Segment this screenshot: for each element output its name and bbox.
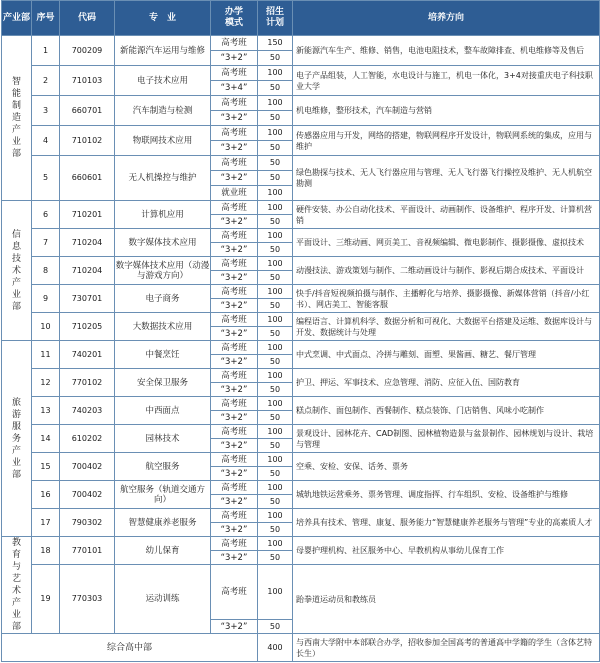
row-direction: 硬件安装、办公自动化技术、平面设计、动画制作、设备维护、程序开发、计算机营销 <box>293 201 600 229</box>
row-mode: 高考班 <box>211 425 258 439</box>
row-major: 数字媒体技术应用 <box>115 229 211 257</box>
row-direction: 动漫技法、游戏策划与制作、二维动画设计与制作、影视后期合成技术、平面设计 <box>293 257 600 285</box>
table-row <box>2 425 600 439</box>
row-major: 运动训练 <box>115 565 211 634</box>
row-plan: 100 <box>258 313 293 327</box>
category-cell <box>2 36 32 201</box>
row-mode: “3+2” <box>211 495 258 509</box>
row-no: 6 <box>32 201 60 229</box>
table-row <box>2 126 600 141</box>
row-mode: “3+2” <box>211 551 258 565</box>
row-direction: 新能源汽车生产、维修、销售，电池电阻技术，整车故障排查、机电维修等及售后 <box>293 36 600 66</box>
table-row <box>2 453 600 467</box>
row-plan: 50 <box>258 467 293 481</box>
row-direction: 护卫、押运、军事技术、应急管理、消防、应征入伍、国防教育 <box>293 369 600 397</box>
row-code: 710204 <box>60 257 115 285</box>
row-mode: 高考班 <box>211 509 258 523</box>
row-plan: 100 <box>258 66 293 81</box>
row-direction: 快手/抖音短视频拍摄与制作、主播孵化与培养、摄影摄像、新媒体营销（抖音/小红书）、网店美工、智能客服 <box>293 285 600 313</box>
row-no: 9 <box>32 285 60 313</box>
row-mode: 高考班 <box>211 96 258 111</box>
header-row <box>2 1 600 36</box>
row-mode: 高考班 <box>211 257 258 271</box>
header-direction: 培养方向 <box>293 1 600 36</box>
row-code: 710201 <box>60 201 115 229</box>
row-direction: 编程语言、计算机科学、数据分析和可视化、大数据平台搭建及运维、数据库设计与开发、数据统计与处理 <box>293 313 600 341</box>
row-code: 740203 <box>60 397 115 425</box>
row-no: 13 <box>32 397 60 425</box>
row-plan: 50 <box>258 271 293 285</box>
row-mode: 高考班 <box>211 36 258 51</box>
row-plan: 100 <box>258 481 293 495</box>
table-row <box>2 66 600 81</box>
row-no: 2 <box>32 66 60 96</box>
row-plan: 100 <box>258 537 293 551</box>
row-mode: 高考班 <box>211 341 258 355</box>
row-plan: 150 <box>258 36 293 51</box>
footer-direction: 与西南大学附中本部联合办学，招收参加全国高考的普通高中学籍的学生（含体艺特长生） <box>293 634 600 662</box>
header-mode: 办学 模式 <box>211 1 258 36</box>
row-plan: 50 <box>258 523 293 537</box>
row-mode: “3+2” <box>211 355 258 369</box>
row-plan: 50 <box>258 243 293 257</box>
row-direction: 母婴护理机构、社区服务中心、早教机构从事幼儿保育工作 <box>293 537 600 565</box>
row-plan: 50 <box>258 411 293 425</box>
row-direction: 绿色勘探与技术、无人飞行器应用与管理、无人飞行器飞行操控及维护、无人机航空勘测 <box>293 156 600 201</box>
row-direction: 机电维修，整形技术，汽车制造与营销 <box>293 96 600 126</box>
enrollment-table <box>1 0 600 662</box>
row-plan: 50 <box>258 141 293 156</box>
row-mode: “3+2” <box>211 111 258 126</box>
row-major: 计算机应用 <box>115 201 211 229</box>
row-mode: 高考班 <box>211 126 258 141</box>
row-direction: 景观设计、园林花卉、CAD制图、园林植物造景与盆景制作、园林规划与设计、栽培与管理 <box>293 425 600 453</box>
table-row <box>2 509 600 523</box>
row-code: 770102 <box>60 369 115 397</box>
row-mode: 高考班 <box>211 565 258 620</box>
row-plan: 50 <box>258 215 293 229</box>
row-direction: 平面设计、三维动画、网页美工、音视频编辑、微电影制作、摄影摄像、虚拟技术 <box>293 229 600 257</box>
footer-plan: 400 <box>258 634 293 662</box>
row-no: 4 <box>32 126 60 156</box>
row-no: 5 <box>32 156 60 201</box>
footer-row <box>2 634 600 662</box>
row-code: 700209 <box>60 36 115 66</box>
row-plan: 100 <box>258 509 293 523</box>
row-plan: 50 <box>258 156 293 171</box>
row-plan: 100 <box>258 201 293 215</box>
row-no: 17 <box>32 509 60 537</box>
table-row <box>2 313 600 327</box>
table-row <box>2 481 600 495</box>
row-major: 数字媒体技术应用（动漫与游戏方向） <box>115 257 211 285</box>
row-mode: “3+2” <box>211 51 258 66</box>
row-no: 19 <box>32 565 60 634</box>
footer-label: 综合高中部 <box>2 634 258 662</box>
row-plan: 50 <box>258 439 293 453</box>
table-row <box>2 285 600 299</box>
row-code: 610202 <box>60 425 115 453</box>
row-plan: 50 <box>258 383 293 397</box>
row-code: 660701 <box>60 96 115 126</box>
row-major: 中西面点 <box>115 397 211 425</box>
row-mode: “3+2” <box>211 171 258 186</box>
table-row <box>2 229 600 243</box>
row-code: 770101 <box>60 537 115 565</box>
row-mode: “3+2” <box>211 271 258 285</box>
row-major: 汽车制造与检测 <box>115 96 211 126</box>
row-direction: 电子产品组装，人工智能，水电设计与施工，机电一体化，3+4对接重庆电子科技职业大学 <box>293 66 600 96</box>
table-row <box>2 341 600 355</box>
row-plan: 100 <box>258 397 293 411</box>
row-no: 12 <box>32 369 60 397</box>
row-major: 幼儿保育 <box>115 537 211 565</box>
row-mode: “3+4” <box>211 81 258 96</box>
row-code: 710205 <box>60 313 115 341</box>
row-code: 660601 <box>60 156 115 201</box>
row-plan: 50 <box>258 355 293 369</box>
row-mode: “3+2” <box>211 620 258 634</box>
row-direction: 城轨地铁运营乘务、票务管理、调度指挥、行车组织、安检、设备维护与维修 <box>293 481 600 509</box>
row-plan: 100 <box>258 565 293 620</box>
row-code: 730701 <box>60 285 115 313</box>
row-mode: “3+2” <box>211 243 258 257</box>
row-plan: 100 <box>258 285 293 299</box>
row-plan: 50 <box>258 327 293 341</box>
row-no: 14 <box>32 425 60 453</box>
header-code: 代码 <box>60 1 115 36</box>
row-plan: 50 <box>258 551 293 565</box>
row-code: 700402 <box>60 481 115 509</box>
row-mode: “3+2” <box>211 439 258 453</box>
row-direction: 培养具有技术、管理、康复、服务能力“智慧健康养老服务与管理”专业的高素质人才 <box>293 509 600 537</box>
row-major: 航空服务（轨道交通方向） <box>115 481 211 509</box>
row-major: 大数据技术应用 <box>115 313 211 341</box>
row-plan: 100 <box>258 369 293 383</box>
row-mode: 高考班 <box>211 201 258 215</box>
row-no: 10 <box>32 313 60 341</box>
row-code: 740201 <box>60 341 115 369</box>
row-major: 智慧健康养老服务 <box>115 509 211 537</box>
row-mode: “3+2” <box>211 299 258 313</box>
row-no: 7 <box>32 229 60 257</box>
table-row <box>2 257 600 271</box>
row-mode: “3+2” <box>211 467 258 481</box>
row-plan: 50 <box>258 620 293 634</box>
category-label: 智能制造产业部 <box>11 77 21 159</box>
category-cell <box>2 201 32 341</box>
row-plan: 50 <box>258 81 293 96</box>
row-mode: 高考班 <box>211 229 258 243</box>
row-direction: 传感器应用与开发，网络的搭建，物联网程序开发设计，物联网系统的集成，应用与维护 <box>293 126 600 156</box>
row-code: 710103 <box>60 66 115 96</box>
row-no: 18 <box>32 537 60 565</box>
row-mode: 高考班 <box>211 453 258 467</box>
row-plan: 50 <box>258 299 293 313</box>
table-row <box>2 397 600 411</box>
row-plan: 50 <box>258 495 293 509</box>
row-plan: 100 <box>258 453 293 467</box>
category-label: 教育与艺术产业部 <box>11 538 21 632</box>
row-mode: 高考班 <box>211 481 258 495</box>
row-major: 物联网技术应用 <box>115 126 211 156</box>
table-row <box>2 201 600 215</box>
row-major: 园林技术 <box>115 425 211 453</box>
row-major: 无人机操控与维护 <box>115 156 211 201</box>
table-row <box>2 565 600 620</box>
row-plan: 100 <box>258 126 293 141</box>
row-mode: 高考班 <box>211 537 258 551</box>
row-no: 3 <box>32 96 60 126</box>
table-row <box>2 96 600 111</box>
row-direction: 空乘、安检、安保、话务、票务 <box>293 453 600 481</box>
row-mode: 高考班 <box>211 285 258 299</box>
row-major: 新能源汽车运用与维修 <box>115 36 211 66</box>
table-row <box>2 156 600 171</box>
row-plan: 100 <box>258 257 293 271</box>
row-mode: “3+2” <box>211 141 258 156</box>
row-plan: 50 <box>258 51 293 66</box>
header-plan: 招生 计划 <box>258 1 293 36</box>
header-industry: 产业部 <box>2 1 32 36</box>
row-no: 16 <box>32 481 60 509</box>
row-major: 电子商务 <box>115 285 211 313</box>
row-major: 电子技术应用 <box>115 66 211 96</box>
row-direction: 中式烹调、中式面点、冷拼与雕刻、面塑、果酱画、糖艺、餐厅管理 <box>293 341 600 369</box>
row-mode: “3+2” <box>211 327 258 341</box>
category-cell <box>2 537 32 634</box>
row-mode: 高考班 <box>211 397 258 411</box>
row-mode: “3+2” <box>211 411 258 425</box>
table-row <box>2 36 600 51</box>
category-label: 信息技术产业部 <box>11 229 21 312</box>
row-plan: 100 <box>258 341 293 355</box>
row-no: 15 <box>32 453 60 481</box>
row-mode: “3+2” <box>211 523 258 537</box>
row-direction: 跆拳道运动员和教练员 <box>293 565 600 634</box>
row-direction: 糕点制作、面包制作、西餐制作、糕点装饰、门店销售、风味小吃制作 <box>293 397 600 425</box>
row-plan: 100 <box>258 96 293 111</box>
row-plan: 100 <box>258 186 293 201</box>
row-code: 710204 <box>60 229 115 257</box>
category-cell <box>2 341 32 537</box>
row-mode: 就业班 <box>211 186 258 201</box>
row-code: 710102 <box>60 126 115 156</box>
row-major: 航空服务 <box>115 453 211 481</box>
row-no: 8 <box>32 257 60 285</box>
row-code: 770303 <box>60 565 115 634</box>
row-mode: 高考班 <box>211 66 258 81</box>
table-row <box>2 369 600 383</box>
row-mode: “3+2” <box>211 215 258 229</box>
row-no: 11 <box>32 341 60 369</box>
row-plan: 50 <box>258 171 293 186</box>
row-no: 1 <box>32 36 60 66</box>
row-major: 中餐烹饪 <box>115 341 211 369</box>
row-code: 790302 <box>60 509 115 537</box>
row-mode: 高考班 <box>211 369 258 383</box>
table-row <box>2 537 600 551</box>
row-major: 安全保卫服务 <box>115 369 211 397</box>
row-plan: 100 <box>258 425 293 439</box>
row-code: 700402 <box>60 453 115 481</box>
row-mode: 高考班 <box>211 313 258 327</box>
row-plan: 50 <box>258 111 293 126</box>
row-mode: “3+2” <box>211 383 258 397</box>
category-label: 旅游服务产业部 <box>11 397 21 480</box>
row-mode: 高考班 <box>211 156 258 171</box>
header-major: 专 业 <box>115 1 211 36</box>
header-no: 序号 <box>32 1 60 36</box>
row-plan: 100 <box>258 229 293 243</box>
